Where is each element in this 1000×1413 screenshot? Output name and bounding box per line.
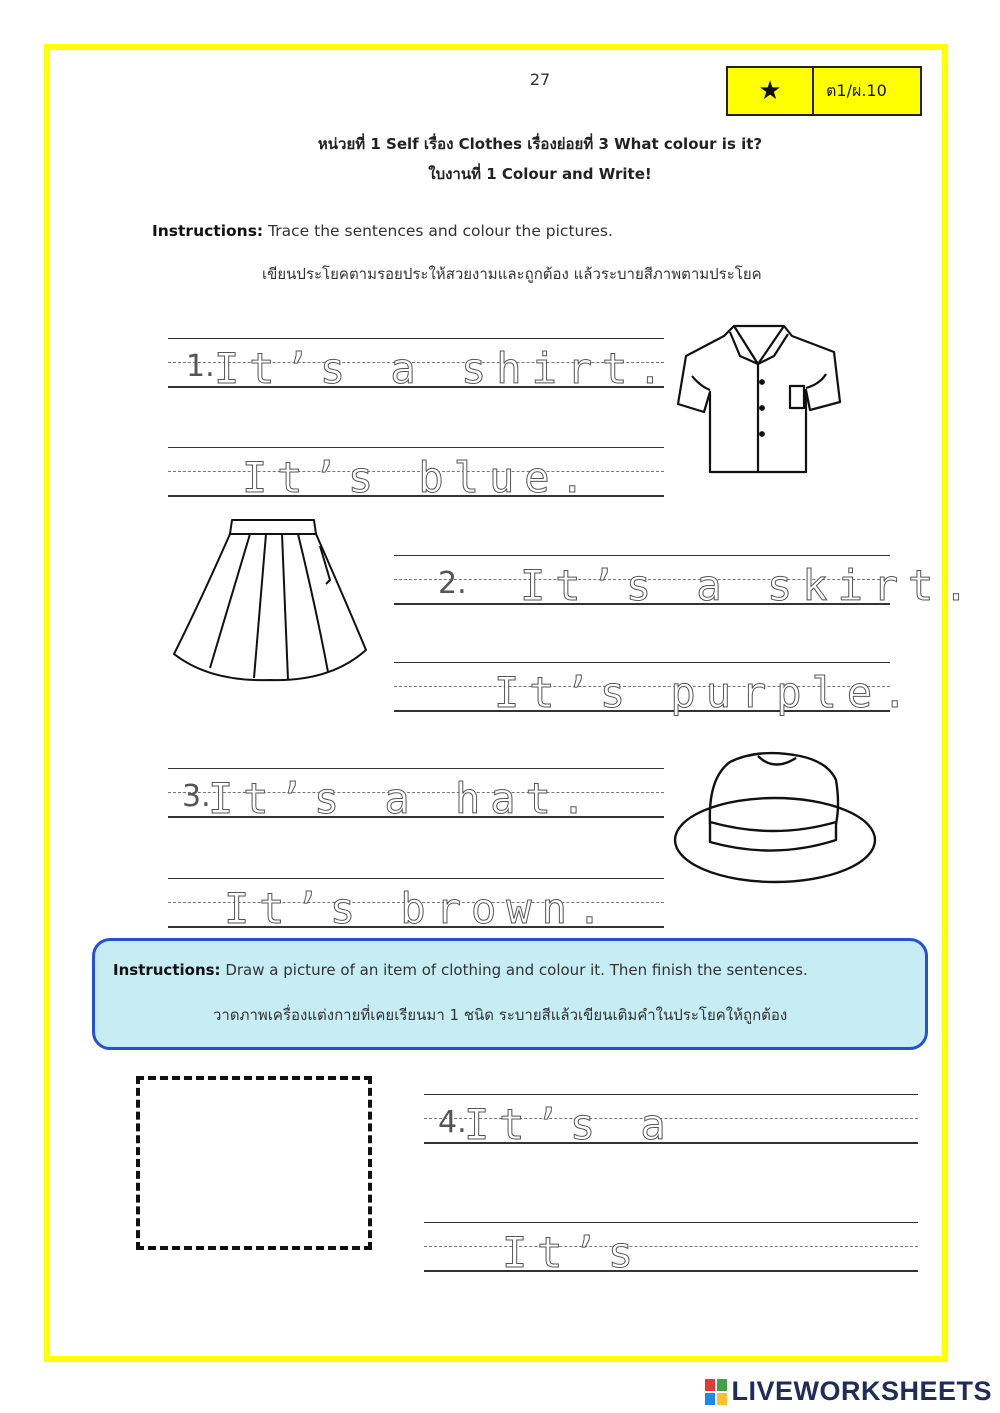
trace-line-1b	[168, 447, 664, 502]
unit-title: หน่วยที่ 1 Self เรื่อง Clothes เรื่องย่อยที่ 3 What colour is it?	[317, 135, 763, 153]
page-number: 27	[529, 70, 551, 89]
instructions-2-box	[92, 938, 928, 1050]
trace-sentence: It’s blue.	[242, 453, 595, 502]
logo-square	[705, 1393, 715, 1405]
brand-name: LIVEWORKSHEETS	[731, 1376, 992, 1406]
instructions-label: Instructions:	[113, 961, 221, 979]
instructions-2	[113, 961, 808, 979]
exercise-number: 4.	[438, 1105, 467, 1140]
instructions-1-thai: เขียนประโยคตามรอยประให้สวยงามและถูกต้อง แล้วระบายสีภาพตามประโยค	[262, 265, 762, 283]
trace-line-3a	[168, 768, 664, 823]
skirt-icon	[170, 512, 370, 688]
worksheet-title: ใบงานที่ 1 Colour and Write!	[428, 165, 652, 183]
drawing-box[interactable]	[136, 1076, 372, 1250]
trace-sentence: It’s a skirt.	[520, 561, 979, 610]
trace-line-3b	[168, 878, 664, 933]
shirt-icon	[674, 312, 844, 482]
exercise-number: 1.	[186, 349, 215, 384]
liveworksheets-brand	[705, 1376, 992, 1407]
instructions-label: Instructions:	[152, 222, 264, 240]
level-code-box	[726, 66, 922, 116]
trace-sentence: It’s	[502, 1228, 644, 1277]
exercise-number: 2.	[438, 566, 467, 601]
hat-icon	[670, 748, 880, 888]
logo-square	[717, 1393, 727, 1405]
worksheet-code: ต1/ผ.10	[826, 80, 887, 100]
trace-sentence: It’s brown.	[224, 884, 613, 933]
logo-square	[717, 1379, 727, 1391]
trace-sentence: It’s a	[464, 1100, 676, 1149]
instructions-2-thai: วาดภาพเครื่องแต่งกายที่เคยเรียนมา 1 ชนิด ระบายสีแล้วเขียนเติมคำในประโยคให้ถูกต้อง	[213, 1006, 788, 1024]
instructions-1	[152, 222, 613, 240]
instructions-text: Trace the sentences and colour the pictures.	[268, 222, 613, 240]
trace-sentence: It’s a hat.	[208, 774, 597, 823]
logo-square	[705, 1379, 715, 1391]
instructions-text: Draw a picture of an item of clothing and colour it. Then finish the sentences.	[225, 961, 808, 979]
star-icon: ★	[728, 68, 814, 114]
trace-line-2b	[394, 662, 918, 717]
trace-line-2a	[394, 555, 979, 610]
trace-sentence: It’s purple.	[494, 668, 918, 717]
trace-line-4b[interactable]	[424, 1222, 918, 1277]
exercise-number: 3.	[182, 779, 211, 814]
liveworksheets-logo-icon	[705, 1379, 727, 1405]
trace-line-1a	[168, 338, 673, 393]
trace-sentence: It’s a shirt.	[214, 344, 673, 393]
trace-line-4a[interactable]	[424, 1094, 918, 1149]
